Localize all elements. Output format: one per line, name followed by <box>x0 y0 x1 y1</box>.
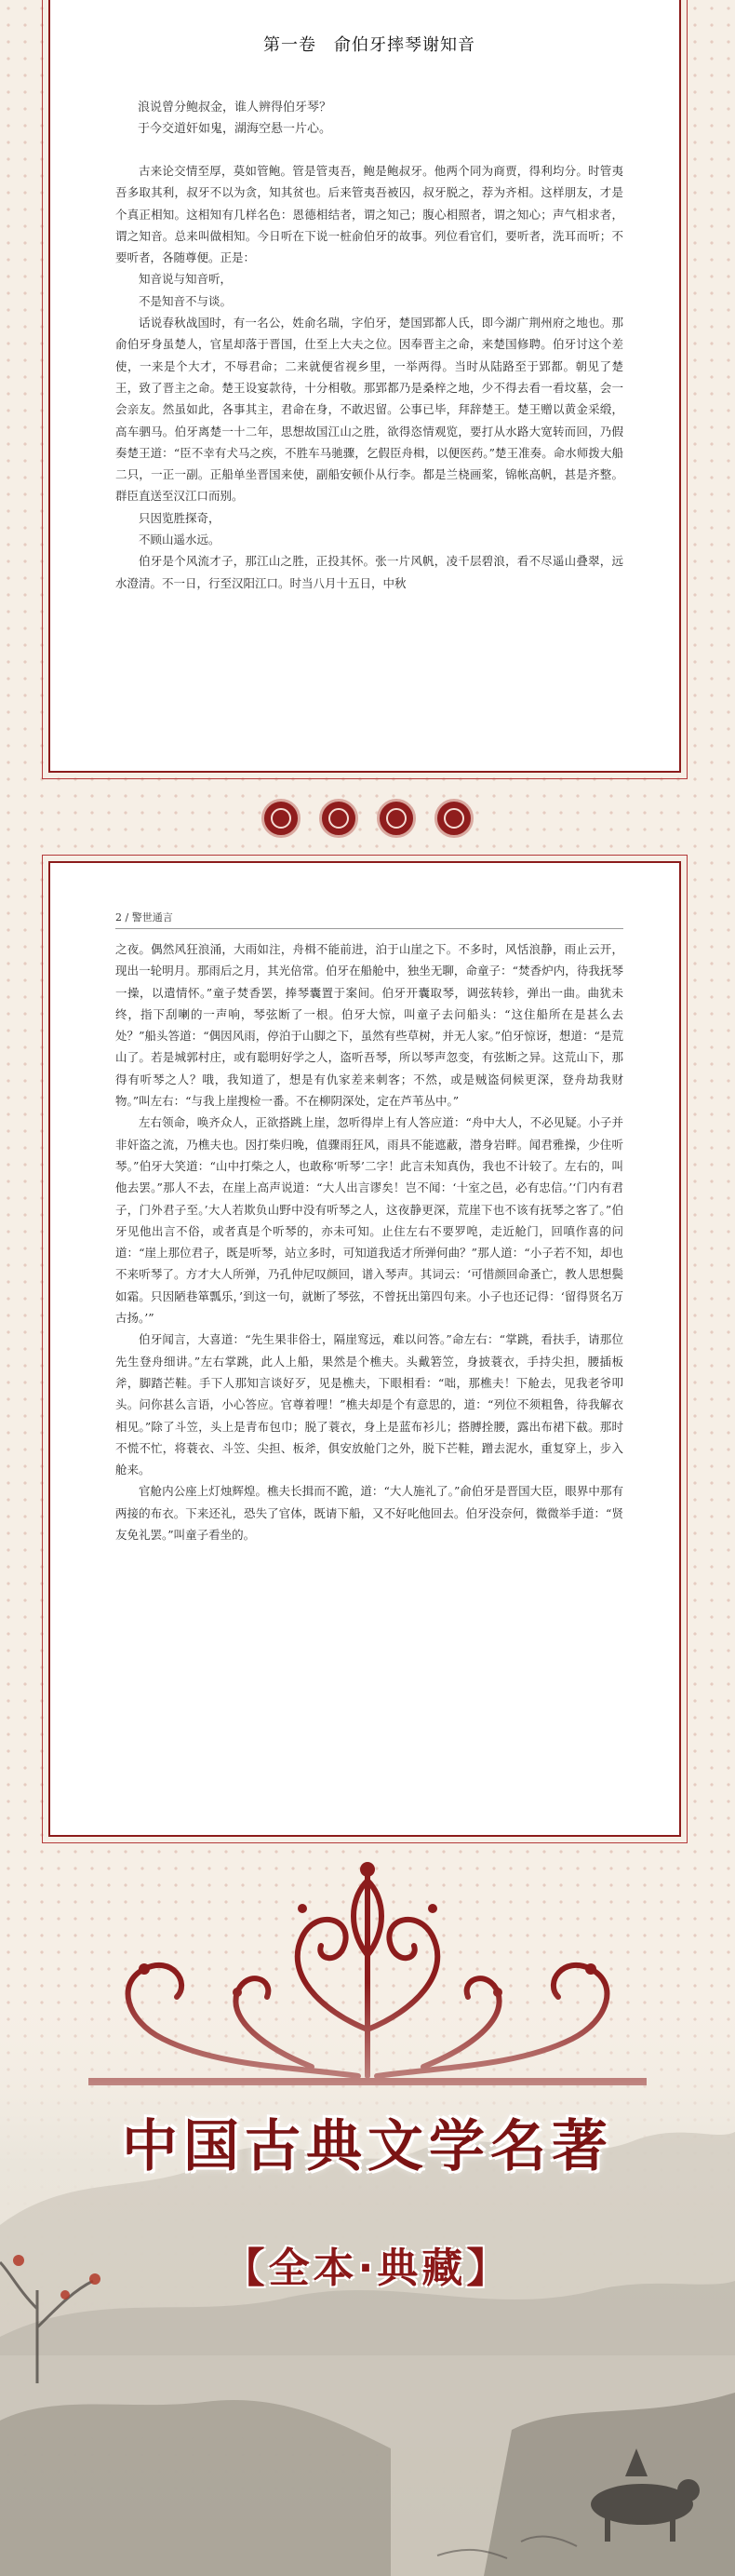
medallion-icon <box>319 799 358 838</box>
banner-title: 中国古典文学名著 <box>122 2114 613 2179</box>
opening-poem <box>138 97 623 140</box>
verse-line: 不是知音不与谈。 <box>139 293 233 308</box>
verse-line: 只因览胜探奇， <box>139 510 220 525</box>
paragraph: 伯牙是个风流才子，那江山之胜，正投其怀。张一片风帆，凌千层碧浪，看不尽遥山叠翠，远水澄清。不一日，行至汉阳江口。时当八月十五日，中秋 <box>115 554 623 590</box>
paragraph: 古来论交情至厚，莫如管鲍。管是管夷吾，鲍是鲍叔牙。他两个同为商贾，得利均分。时管夷吾多取其利，叔牙不以为贪，知其贫也。后来管夷吾被囚，叔牙脱之，荐为齐相。这样朋友，才是个真正相知。这相知有几样名色：恩德相结者，谓之知己；腹心相照者，谓之知心；声气相求者，谓之知音。总来叫做相知。今日听在下说一桩俞伯牙的故事。列位看官们，要听者，洗耳而听；不要听者，各随尊便。正是： <box>115 164 623 265</box>
book-page-1 <box>48 0 681 773</box>
paragraph: 官舱内公座上灯烛辉煌。樵夫长揖而不跪，道：“大人施礼了。”俞伯牙是晋国大臣，眼界中那有两接的布衣。下来还礼，恐失了官体，既请下船，又不好叱他回去。伯牙没奈何，微微举手道：“贤友免礼罢。”叫童子看坐的。 <box>115 1484 623 1543</box>
medallion-icon <box>434 799 474 838</box>
paragraph: 伯牙闻言，大喜道：“先生果非俗士，隔崖窎远，难以问答。”命左右：“掌跳，看扶手，请那位先生登舟细讲。”左右掌跳，此人上船，果然是个樵夫。头戴箬笠，身披蓑衣，手持尖担，腰插板斧，脚踏芒鞋。手下人那知言谈好歹，见是樵夫，下眼相看：“咄，那樵夫！下舱去，见我老爷叩头。问你甚么言语，小心答应。官尊着哩！”樵夫却是个有意思的，道：“列位不须粗鲁，待我解衣相见。”除了斗笠，头上是青布包巾；脱了蓑衣，身上是蓝布衫儿；搭膊拴腰，露出布裙下截。那时不慌不忙，将蓑衣、斗笠、尖担、板斧，俱安放舱门之外，脱下芒鞋，蹭去泥水，重复穿上，步入舱来。 <box>115 1332 623 1477</box>
verse-line: 知音说与知音听， <box>139 272 233 287</box>
chapter-title: 第一卷 俞伯牙摔琴谢知音 <box>263 35 475 55</box>
verse-line: 不顾山遥水远。 <box>139 533 220 547</box>
banner-subtitle: 【全本·典藏】 <box>223 2245 512 2292</box>
paragraph: 左右领命，唤齐众人，正欲搭跳上崖，忽听得岸上有人答应道：“舟中大人，不必见疑。小子并非奸盗之流，乃樵夫也。因打柴归晚，值骤雨狂风，雨具不能遮蔽，潜身岩畔。闻君雅操，少住听琴。”伯牙大笑道：“山中打柴之人，也敢称‘听琴’二字！此言未知真伪，我也不计较了。左右的，叫他去罢。”那人不去，在崖上高声说道：“大人出言谬矣！岂不闻：‘十室之邑，必有忠信。’‘门内有君子，门外君子至。’大人若欺负山野中没有听琴之人，这夜静更深，荒崖下也不该有抚琴之客了。”伯牙见他出言不俗，或者真是个听琴的，亦未可知。止住左右不要罗唣，走近舱门，回嗔作喜的问道：“崖上那位君子，既是听琴，站立多时，可知道我适才所弹何曲？”那人道：“小子若不知，却也不来听琴了。方才大人所弹，乃孔仲尼叹颜回，谱入琴声。其词云：‘可惜颜回命蚤亡，教人思想鬓如霜。只因陋巷箪瓢乐，’到这一句，就断了琴弦，不曾抚出第四句来。小子也还记得：‘留得贤名万古扬。’” <box>115 1115 623 1326</box>
medallion-icon <box>377 799 416 838</box>
medallion-icon <box>261 799 301 838</box>
paragraph: 话说春秋战国时，有一名公，姓俞名瑞，字伯牙，楚国郢都人氏，即今湖广荆州府之地也。那俞伯牙身虽楚人，官星却落于晋国，仕至上大夫之位。因奉晋主之命，来楚国修聘。伯牙讨这个差使，一来是个大才，不辱君命；二来就便省视乡里，一举两得。当时从陆路至于郢都。朝见了楚王，致了晋主之命。楚王设宴款待，十分相敬。那郢都乃是桑梓之地，少不得去看一看坟墓，会一会亲友。然虽如此，各事其主，君命在身，不敢迟留。公事已毕，拜辞楚王。楚王赠以黄金采缎，高车驷马。伯牙离楚一十二年，思想故国江山之胜，欲得恣情观览，要打从水路大宽转而回，乃假奏楚王道：“臣不幸有犬马之疾，不胜车马驰骤，乞假臣舟楫，以便医药。”楚王准奏。命水师拨大船二只，一正一副。正船单坐晋国来使，副船安顿仆从行李。都是兰桡画桨，锦帐高帆，甚是齐整。群臣直送至汉江口而别。 <box>115 316 623 504</box>
poem-line: 于今交道奸如鬼，湖海空悬一片心。 <box>138 122 332 136</box>
page-running-header: 2 / 警世通言 <box>115 910 623 929</box>
poem-line: 浪说曾分鲍叔金，谁人辨得伯牙琴？ <box>138 101 332 115</box>
book-page-2 <box>48 861 681 1837</box>
medallion-divider <box>0 799 735 838</box>
paragraph: 之夜。偶然风狂浪涌，大雨如注，舟楫不能前进，泊于山崖之下。不多时，风恬浪静，雨止云开，现出一轮明月。那雨后之月，其光倍常。伯牙在船舱中，独坐无聊，命童子：“焚香炉内，待我抚琴一操，以遣情怀。”童子焚香罢，捧琴囊置于案间。伯牙开囊取琴，调弦转轸，弹出一曲。曲犹未终，指下刮喇的一声响，琴弦断了一根。伯牙大惊，叫童子去问船头：“这住船所在是甚么去处？”船头答道：“偶因风雨，停泊于山脚之下，虽然有些草树，并无人家。”伯牙惊讶，想道：“是荒山了。若是城郭村庄，或有聪明好学之人，盗听吾琴，所以琴声忽变，有弦断之异。这荒山下，那得有听琴之人？哦，我知道了，想是有仇家差来刺客；不然，或是贼盗伺候更深，登舟劫我财物。”叫左右：“与我上崖搜检一番。不在柳阴深处，定在芦苇丛中。” <box>115 942 623 1109</box>
